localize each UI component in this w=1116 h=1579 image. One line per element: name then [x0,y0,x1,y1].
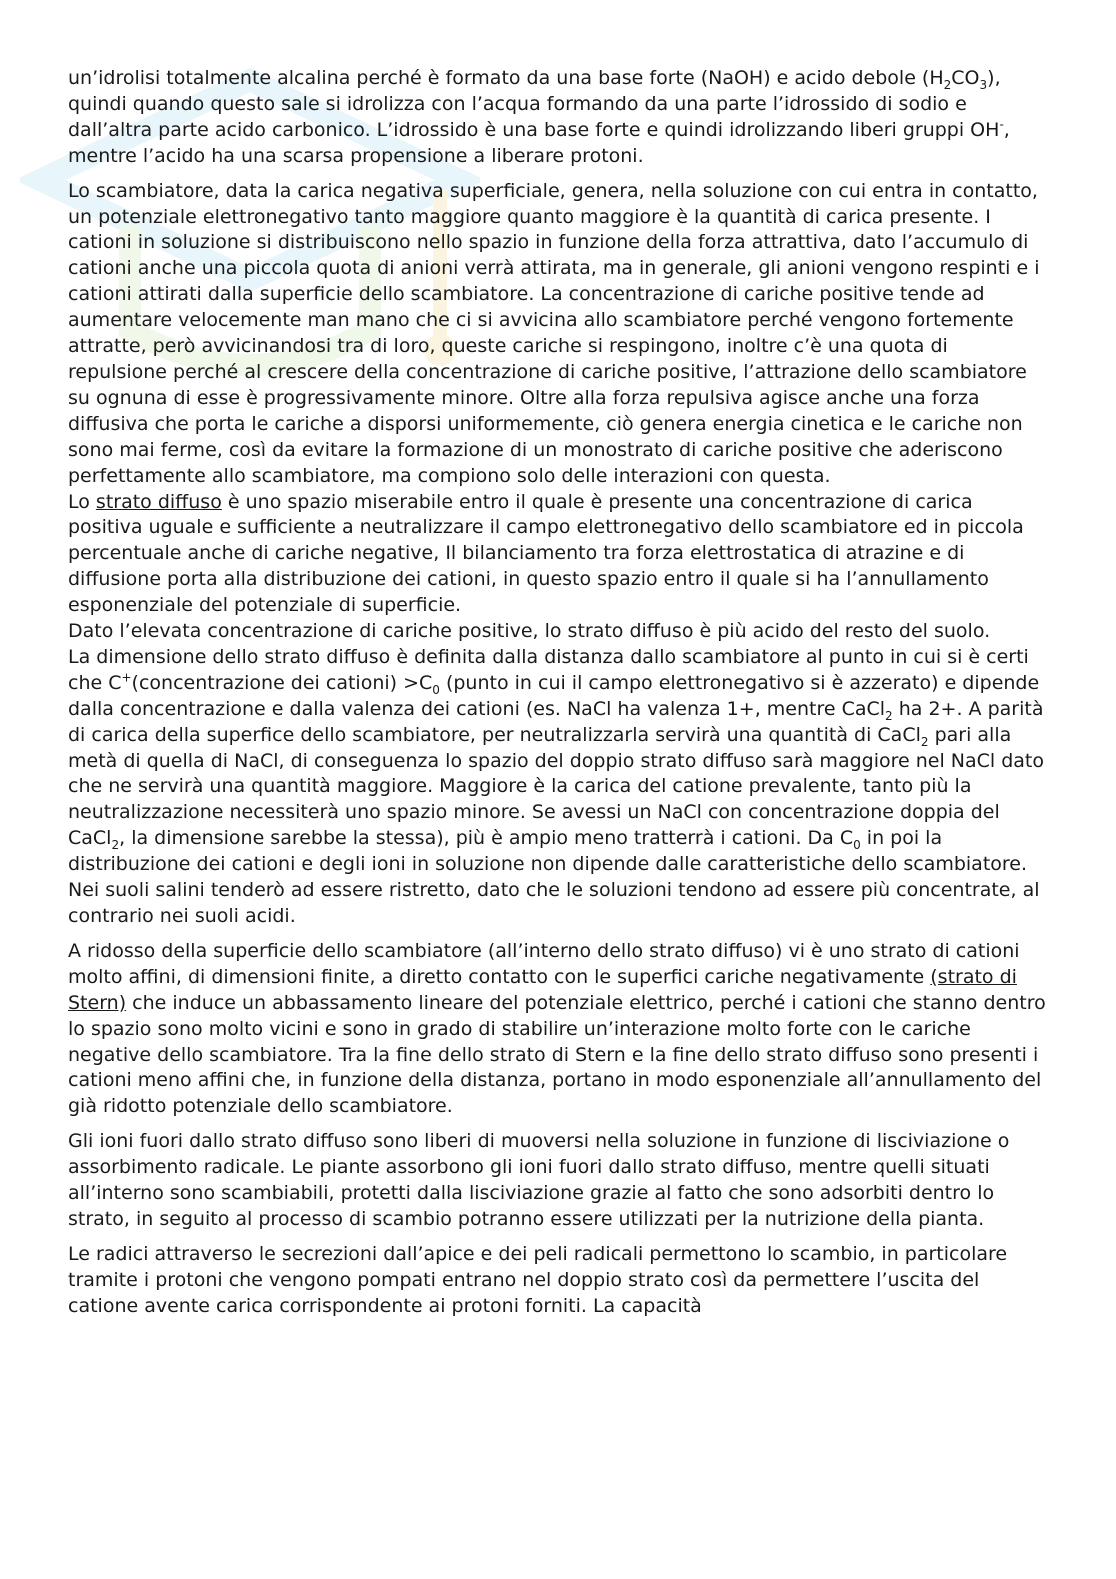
paragraph-diffuse-layer: Lo strato diffuso è uno spazio miserabile entro il quale è presente una concentrazione di carica positiva uguale e sufficiente a neutralizzare il campo elettronegativo dello scambiatore ed in piccola percentuale anche di cariche negative, Il bilanciamento tra forza elettrostatica di atrazine e di diffusione porta alla distribuzione dei cationi, in questo spazio entro il quale si ha l’annullamento esponenziale del potenziale di superficie. [68,490,1024,617]
paragraph-hydrolysis: un’idrolisi totalmente alcalina perché è formato da una base forte (NaOH) e acido debole $(H_2CO_3)$, quindi quando questo sale si idrolizza con l’acqua formando da una parte l’idrossido di sodio e dall’altra parte acido carbonico. L’idrossido è una base forte e quindi idrolizzando liberi gruppi OH-, mentre l’acido ha una scarsa propensione a liberare protoni. [68,67,1010,167]
underlined-term-strato-diffuso: strato diffuso [95,490,222,513]
paragraph-ions-outside: Gli ioni fuori dallo strato diffuso sono liberi di muoversi nella soluzione in funzione di lisciviazione o assorbimento radicale. Le piante assorbono gli ioni fuori dallo strato diffuso, mentre quelli situati all’interno sono scambiabili, protetti dalla lisciviazione grazie al fatto che sono adsorbiti dentro lo strato, in seguito al processo di scambio potranno essere utilizzati per la nutrizione della pianta. [68,1130,1010,1230]
paragraph-exchanger: Lo scambiatore, data la carica negativa superficiale, genera, nella soluzione con cui entra in contatto, un potenziale elettronegativo tanto maggiore quanto maggiore è la quantità di carica presente. I cationi in soluzione si distribuiscono nello spazio in funzione della forza attrattiva, dato l’accumulo di cationi anche una piccola quota di anioni verrà attirata, ma in generale, gli anioni vengono respinti e i cationi attirati dalla superficie dello scambiatore. La concentrazione di cariche positive tende ad aumentare velocemente man mano che ci si avvicina allo scambiatore perché vengono fortemente attratte, però avvicinandosi tra di loro, queste cariche si respingono, inoltre c’è una quota di repulsione perché al crescere della concentrazione di cariche positive, l’attrazione dello scambiatore su ognuna di esse è progressivamente minore. Oltre alla forza repulsiva agisce anche una forza diffusiva che porta le cariche a disporsi uniformemente, ciò genera energia cinetica e le cariche non sono mai ferme, così da evitare la formazione di un monostrato di cariche positive che aderiscono perfettamente allo scambiatore, ma compiono solo delle interazioni con questa. [68,179,1040,487]
paragraph-dimension: La dimensione dello strato diffuso è definita dalla distanza dallo scambiatore al punto in cui si è certi che C+(concentrazione dei cationi) $>C_0$ (punto in cui il campo elettronegativo si è azzerato) e dipende dalla concentrazione e dalla valenza dei cationi (es. NaCl ha valenza 1+, mentre CaCl$_2$ ha 2+. A parità di carica della superfice dello scambiatore, per neutralizzarla servirà una quantità di CaCl$_2$ pari alla metà di quella di NaCl, di conseguenza lo spazio del doppio strato diffuso sarà maggiore nel NaCl dato che ne servirà una quantità maggiore. Maggiore è la carica del catione prevalente, tanto più la neutralizzazione necessiterà uno spazio minore. Se avessi un NaCl con concentrazione doppia del CaCl$_2$, la dimensione sarebbe la stessa), più è ampio meno tratterrà i cationi. Da $C_0$ in poi la distribuzione dei cationi e degli ioni in soluzione non dipende dalle caratteristiche dello scambiatore. Nei suoli salini tenderò ad essere ristretto, dato che le soluzioni tendono ad essere più concentrate, al contrario nei suoli acidi. [68,645,1045,927]
paragraph-roots: Le radici attraverso le secrezioni dall’apice e dei peli radicali permettono lo scambio, in particolare tramite i protoni che vengono pompati entrano nel doppio strato così da permettere l’uscita del catione avente carica corrispondente ai protoni forniti. La capacità [68,1242,1008,1317]
paragraph-acidity: Dato l’elevata concentrazione di cariche positive, lo strato diffuso è più acido del resto del suolo. [68,620,991,643]
underlined-term-strato-di-stern: (strato di Stern) [68,965,1017,1014]
document-body [68,66,1048,1329]
paragraph-stern-layer: A ridosso della superficie dello scambiatore (all’interno dello strato diffuso) vi è uno strato di cationi molto affini, di dimensioni finite, a diretto contatto con le superfici cariche negativamente (strato di Stern) che induce un abbassamento lineare del potenziale elettrico, perché i cationi che stanno dentro lo spazio sono molto vicini e sono in grado di stabilire un’interazione molto forte con le cariche negative dello scambiatore. Tra la fine dello strato di Stern e la fine dello strato diffuso sono presenti i cationi meno affini che, in funzione della distanza, portano in modo esponenziale all’annullamento del già ridotto potenziale dello scambiatore. [68,939,1046,1118]
